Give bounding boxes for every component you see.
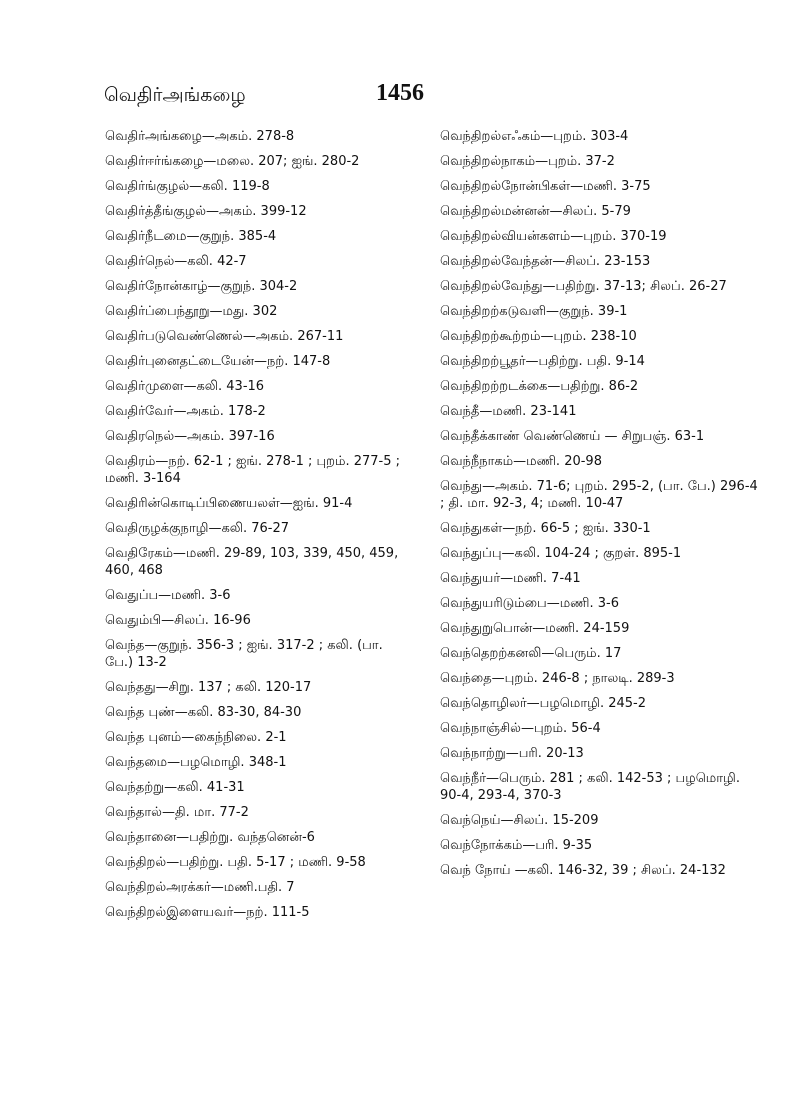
index-entry: வெந் நோய் —கலி. 146-32, 39 ; சிலப். 24-132 — [440, 863, 726, 878]
index-entry: வெந்திறல்வேந்து—பதிற்று. 37-13; சிலப். 26-27 — [440, 279, 727, 294]
index-entry: வெந்தது—சிறு. 137 ; கலி. 120-17 — [105, 680, 312, 695]
index-entry: வெந்துயர்—மணி. 7-41 — [440, 571, 581, 586]
index-entry: வெதிர்ங்குழல்—கலி. 119-8 — [105, 179, 270, 194]
index-entry: வெந்த புனம்—கைந்நிலை. 2-1 — [105, 730, 287, 745]
index-entry: வெந்துயரிடும்பை—மணி. 3-6 — [440, 596, 620, 611]
index-entry: வெந்திறற்பூதர்—பதிற்று. பதி. 9-14 — [440, 354, 645, 369]
index-entry: வெந்தீக்காண் வெண்ணெய் — சிறுபஞ். 63-1 — [440, 429, 705, 444]
index-entry: வெதிர்ஈர்ங்கழை—மலை. 207; ஐங். 280-2 — [105, 154, 360, 169]
index-entry: வெதிர்படுவெண்ணெல்—அகம். 267-11 — [105, 329, 344, 344]
index-entry: வெதிர்வேர்—அகம். 178-2 — [105, 404, 266, 419]
index-entry: வெதிர்நெல்—கலி. 42-7 — [105, 254, 247, 269]
index-entry: வெந்துப்பு—கலி. 104-24 ; குறள். 895-1 — [440, 546, 682, 561]
index-entry: வெதிர்ப்பைந்தூறு—மது. 302 — [105, 304, 278, 319]
index-entry: வெந்நீர்—பெரும். 281 ; கலி. 142-53 ; பழமொழி. 90-4, 293-4, 370-3 — [440, 771, 740, 803]
index-entry: வெதிரேகம்—மணி. 29-89, 103, 339, 450, 459, 460, 468 — [105, 546, 399, 578]
index-entry: வெதிர்புனைதட்டையேன்—நற். 147-8 — [105, 354, 331, 369]
index-entry: வெந்தெறற்கனலி—பெரும். 17 — [440, 646, 622, 661]
index-entry: வெதிரின்கொடிப்பிணையலள்—ஐங். 91-4 — [105, 496, 353, 511]
index-entry: வெந்திறல்—பதிற்று. பதி. 5-17 ; மணி. 9-58 — [105, 855, 366, 870]
index-entry: வெந்நாற்று—பரி. 20-13 — [440, 746, 584, 761]
index-entry: வெந்நோக்கம்—பரி. 9-35 — [440, 838, 593, 853]
index-entry: வெந்திறல்நோன்பிகள்—மணி. 3-75 — [440, 179, 651, 194]
index-entry: வெந்தானை—பதிற்று. வந்தனென்-6 — [105, 830, 315, 845]
index-entry: வெதிர்நோன்காழ்—குறுந். 304-2 — [105, 279, 298, 294]
index-entry: வெந்து—அகம். 71-6; புறம். 295-2, (பா. பே.) 296-4 ; தி. மா. 92-3, 4; மணி. 10-47 — [440, 479, 758, 511]
index-entry: வெந்த புண்—கலி. 83-30, 84-30 — [105, 705, 302, 720]
index-entry: வெதிர்நீடமை—குறுந். 385-4 — [105, 229, 277, 244]
index-entry: வெந்திறற்கடுவளி—குறுந். 39-1 — [440, 304, 628, 319]
index-entry: வெந்திறற்றடக்கை—பதிற்று. 86-2 — [440, 379, 639, 394]
index-entry: வெந்நாஞ்சில்—புறம். 56-4 — [440, 721, 601, 736]
index-entry: வெந்துறுபொன்—மணி. 24-159 — [440, 621, 630, 636]
index-entry: வெந்தற்று—கலி. 41-31 — [105, 780, 245, 795]
page-number: 1456 — [376, 80, 424, 106]
index-entry: வெந்துகள்—நற். 66-5 ; ஐங். 330-1 — [440, 521, 651, 536]
index-entry: வெந்திறல்நாகம்—புறம். 37-2 — [440, 154, 615, 169]
index-entry: வெந்தொழிலர்—பழமொழி. 245-2 — [440, 696, 647, 711]
index-entry: வெந்தை—புறம். 246-8 ; நாலடி. 289-3 — [440, 671, 675, 686]
running-head: வெதிர்அங்கழை — [104, 84, 246, 106]
index-entry: வெந்திறல்வியன்களம்—புறம். 370-19 — [440, 229, 667, 244]
index-column-left — [105, 128, 413, 929]
index-entry: வெந்திறற்கூற்றம்—புறம். 238-10 — [440, 329, 637, 344]
index-column-right — [440, 128, 760, 887]
index-entry: வெந்நெய்—சிலப். 15-209 — [440, 813, 599, 828]
index-entry: வெந்நீநாகம்—மணி. 20-98 — [440, 454, 602, 469]
index-entry: வெந்தால்—தி. மா. 77-2 — [105, 805, 249, 820]
index-entry: வெந்தமை—பழமொழி. 348-1 — [105, 755, 287, 770]
index-entry: வெந்திறல்எஃகம்—புறம். 303-4 — [440, 129, 629, 144]
index-entry: வெந்த—குறுந். 356-3 ; ஐங். 317-2 ; கலி. (பா. பே.) 13-2 — [105, 638, 383, 670]
index-entry: வெந்திறல்வேந்தன்—சிலப். 23-153 — [440, 254, 651, 269]
index-entry: வெதிர்த்தீங்குழல்—அகம். 399-12 — [105, 204, 307, 219]
index-entry: வெதிருழக்குநாழி—கலி. 76-27 — [105, 521, 290, 536]
index-entry: வெந்திறல்இளையவர்—நற். 111-5 — [105, 905, 310, 920]
index-entry: வெதிர்அங்கழை—அகம். 278-8 — [105, 129, 295, 144]
index-entry: வெந்திறல்அரக்கர்—மணி.பதி. 7 — [105, 880, 295, 895]
index-entry: வெந்திறல்மன்னன்—சிலப். 5-79 — [440, 204, 631, 219]
index-entry: வெதிரம்—நற். 62-1 ; ஐங். 278-1 ; புறம். 277-5 ; மணி. 3-164 — [105, 454, 401, 486]
index-entry: வெதிர்முளை—கலி. 43-16 — [105, 379, 265, 394]
index-entry: வெதுப்ப—மணி. 3-6 — [105, 588, 231, 603]
index-entry: வெந்தீ—மணி. 23-141 — [440, 404, 577, 419]
index-entry: வெதிரநெல்—அகம். 397-16 — [105, 429, 275, 444]
index-entry: வெதும்பி—சிலப். 16-96 — [105, 613, 251, 628]
